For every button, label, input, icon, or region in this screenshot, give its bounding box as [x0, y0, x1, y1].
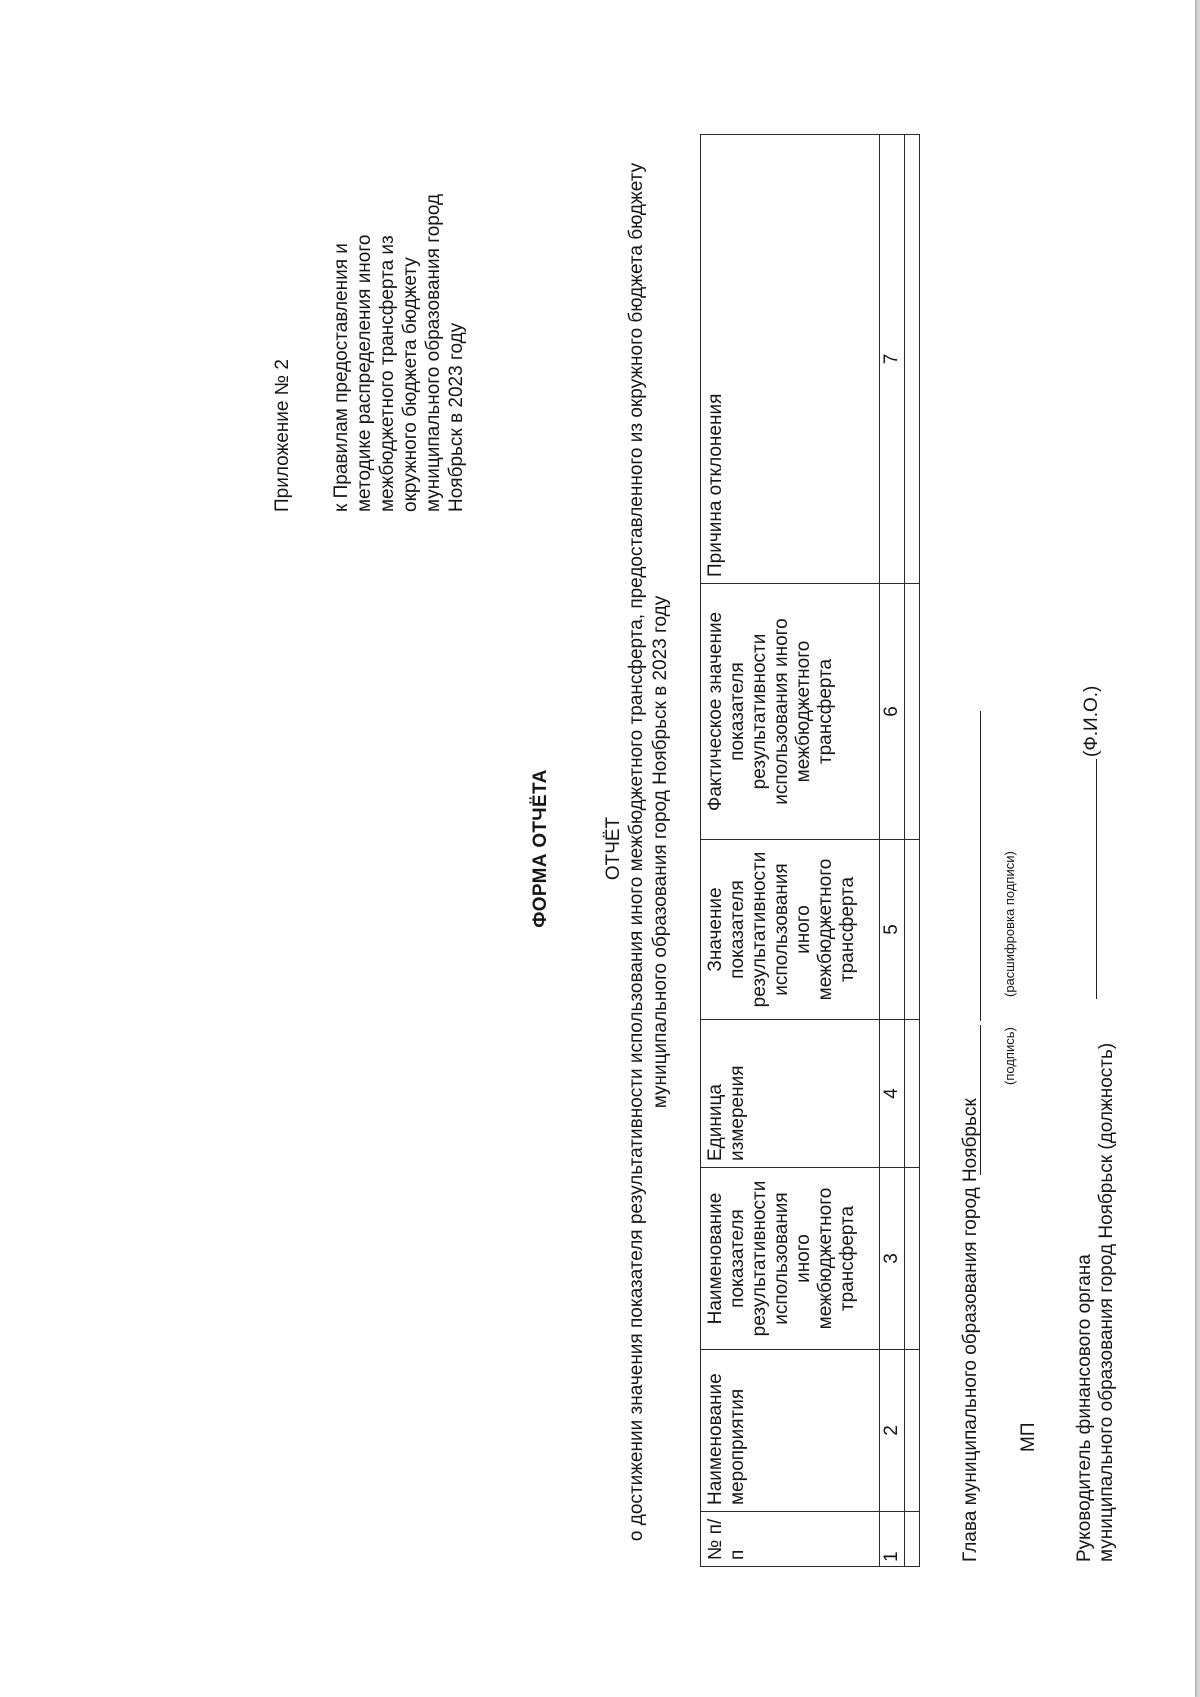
- header-indicator-value: Значение показателя результативности использования иного межбюджетного трансферта: [701, 840, 880, 1020]
- header-deviation-reason: Причина отклонения: [701, 135, 880, 584]
- finance-head-line-2: муниципального образования город Ноябрьск (должность): [1096, 1042, 1117, 1562]
- column-number-cell: 7: [880, 135, 905, 584]
- signature-decode-line: [980, 711, 981, 1021]
- table-row: [905, 135, 920, 1567]
- table-column-number-row: [880, 135, 905, 1567]
- table-cell[interactable]: [905, 840, 920, 1020]
- table-cell[interactable]: [905, 584, 920, 840]
- table-cell[interactable]: [905, 135, 920, 584]
- signature-hint: (подпись): [1002, 1027, 1017, 1085]
- fio-label: (Ф.И.О.): [1081, 685, 1102, 757]
- table-header-row: [701, 135, 880, 1567]
- table-cell[interactable]: [905, 1168, 920, 1350]
- column-number-cell: 4: [880, 1020, 905, 1168]
- table-cell[interactable]: [905, 1020, 920, 1168]
- header-actual-value: Фактическое значение показателя результативности использования иного межбюджетного трансферта: [701, 584, 880, 840]
- report-subtitle: о достижении значения показателя результативности использования иного межбюджетного трансферта, предоставленного из окружного бюджета бюджету муниципального образования город Ноябрьск в 2023 году: [626, 162, 671, 1542]
- report-heading: ОТЧЁТ: [603, 816, 624, 881]
- appendix-title: Приложение № 2: [272, 359, 293, 512]
- column-number-cell: 2: [880, 1350, 905, 1512]
- header-unit: Единица измерения: [701, 1020, 880, 1168]
- form-title: ФОРМА ОТЧЁТА: [530, 769, 551, 928]
- header-indicator-name: Наименование показателя результативности использования иного межбюджетного трансферта: [701, 1168, 880, 1350]
- table-cell[interactable]: [905, 1512, 920, 1567]
- fio-line: [1096, 759, 1097, 999]
- report-table: [700, 134, 920, 1567]
- finance-head-label: [1074, 1043, 1118, 1562]
- table-cell[interactable]: [905, 1350, 920, 1512]
- column-number-cell: 5: [880, 840, 905, 1020]
- header-number: № п/п: [701, 1512, 880, 1567]
- appendix-reference-text: к Правилам предоставления и методике распределения иного межбюджетного трансферта из окружного бюджета бюджету муниципального образования город Ноябрьск в 2023 году: [331, 193, 467, 512]
- finance-head-line-1: Руководитель финансового органа: [1074, 1254, 1095, 1562]
- signature-line: [980, 1025, 981, 1175]
- column-number-cell: 3: [880, 1168, 905, 1350]
- stamp-label: МП: [1018, 1422, 1039, 1452]
- header-activity-name: Наименование мероприятия: [701, 1350, 880, 1512]
- signature-decode-hint: (расшифровка подписи): [1002, 851, 1017, 997]
- column-number-cell: 6: [880, 584, 905, 840]
- column-number-cell: 1: [880, 1512, 905, 1567]
- head-signature-label: Глава муниципального образования город Ноябрьск: [960, 1098, 981, 1562]
